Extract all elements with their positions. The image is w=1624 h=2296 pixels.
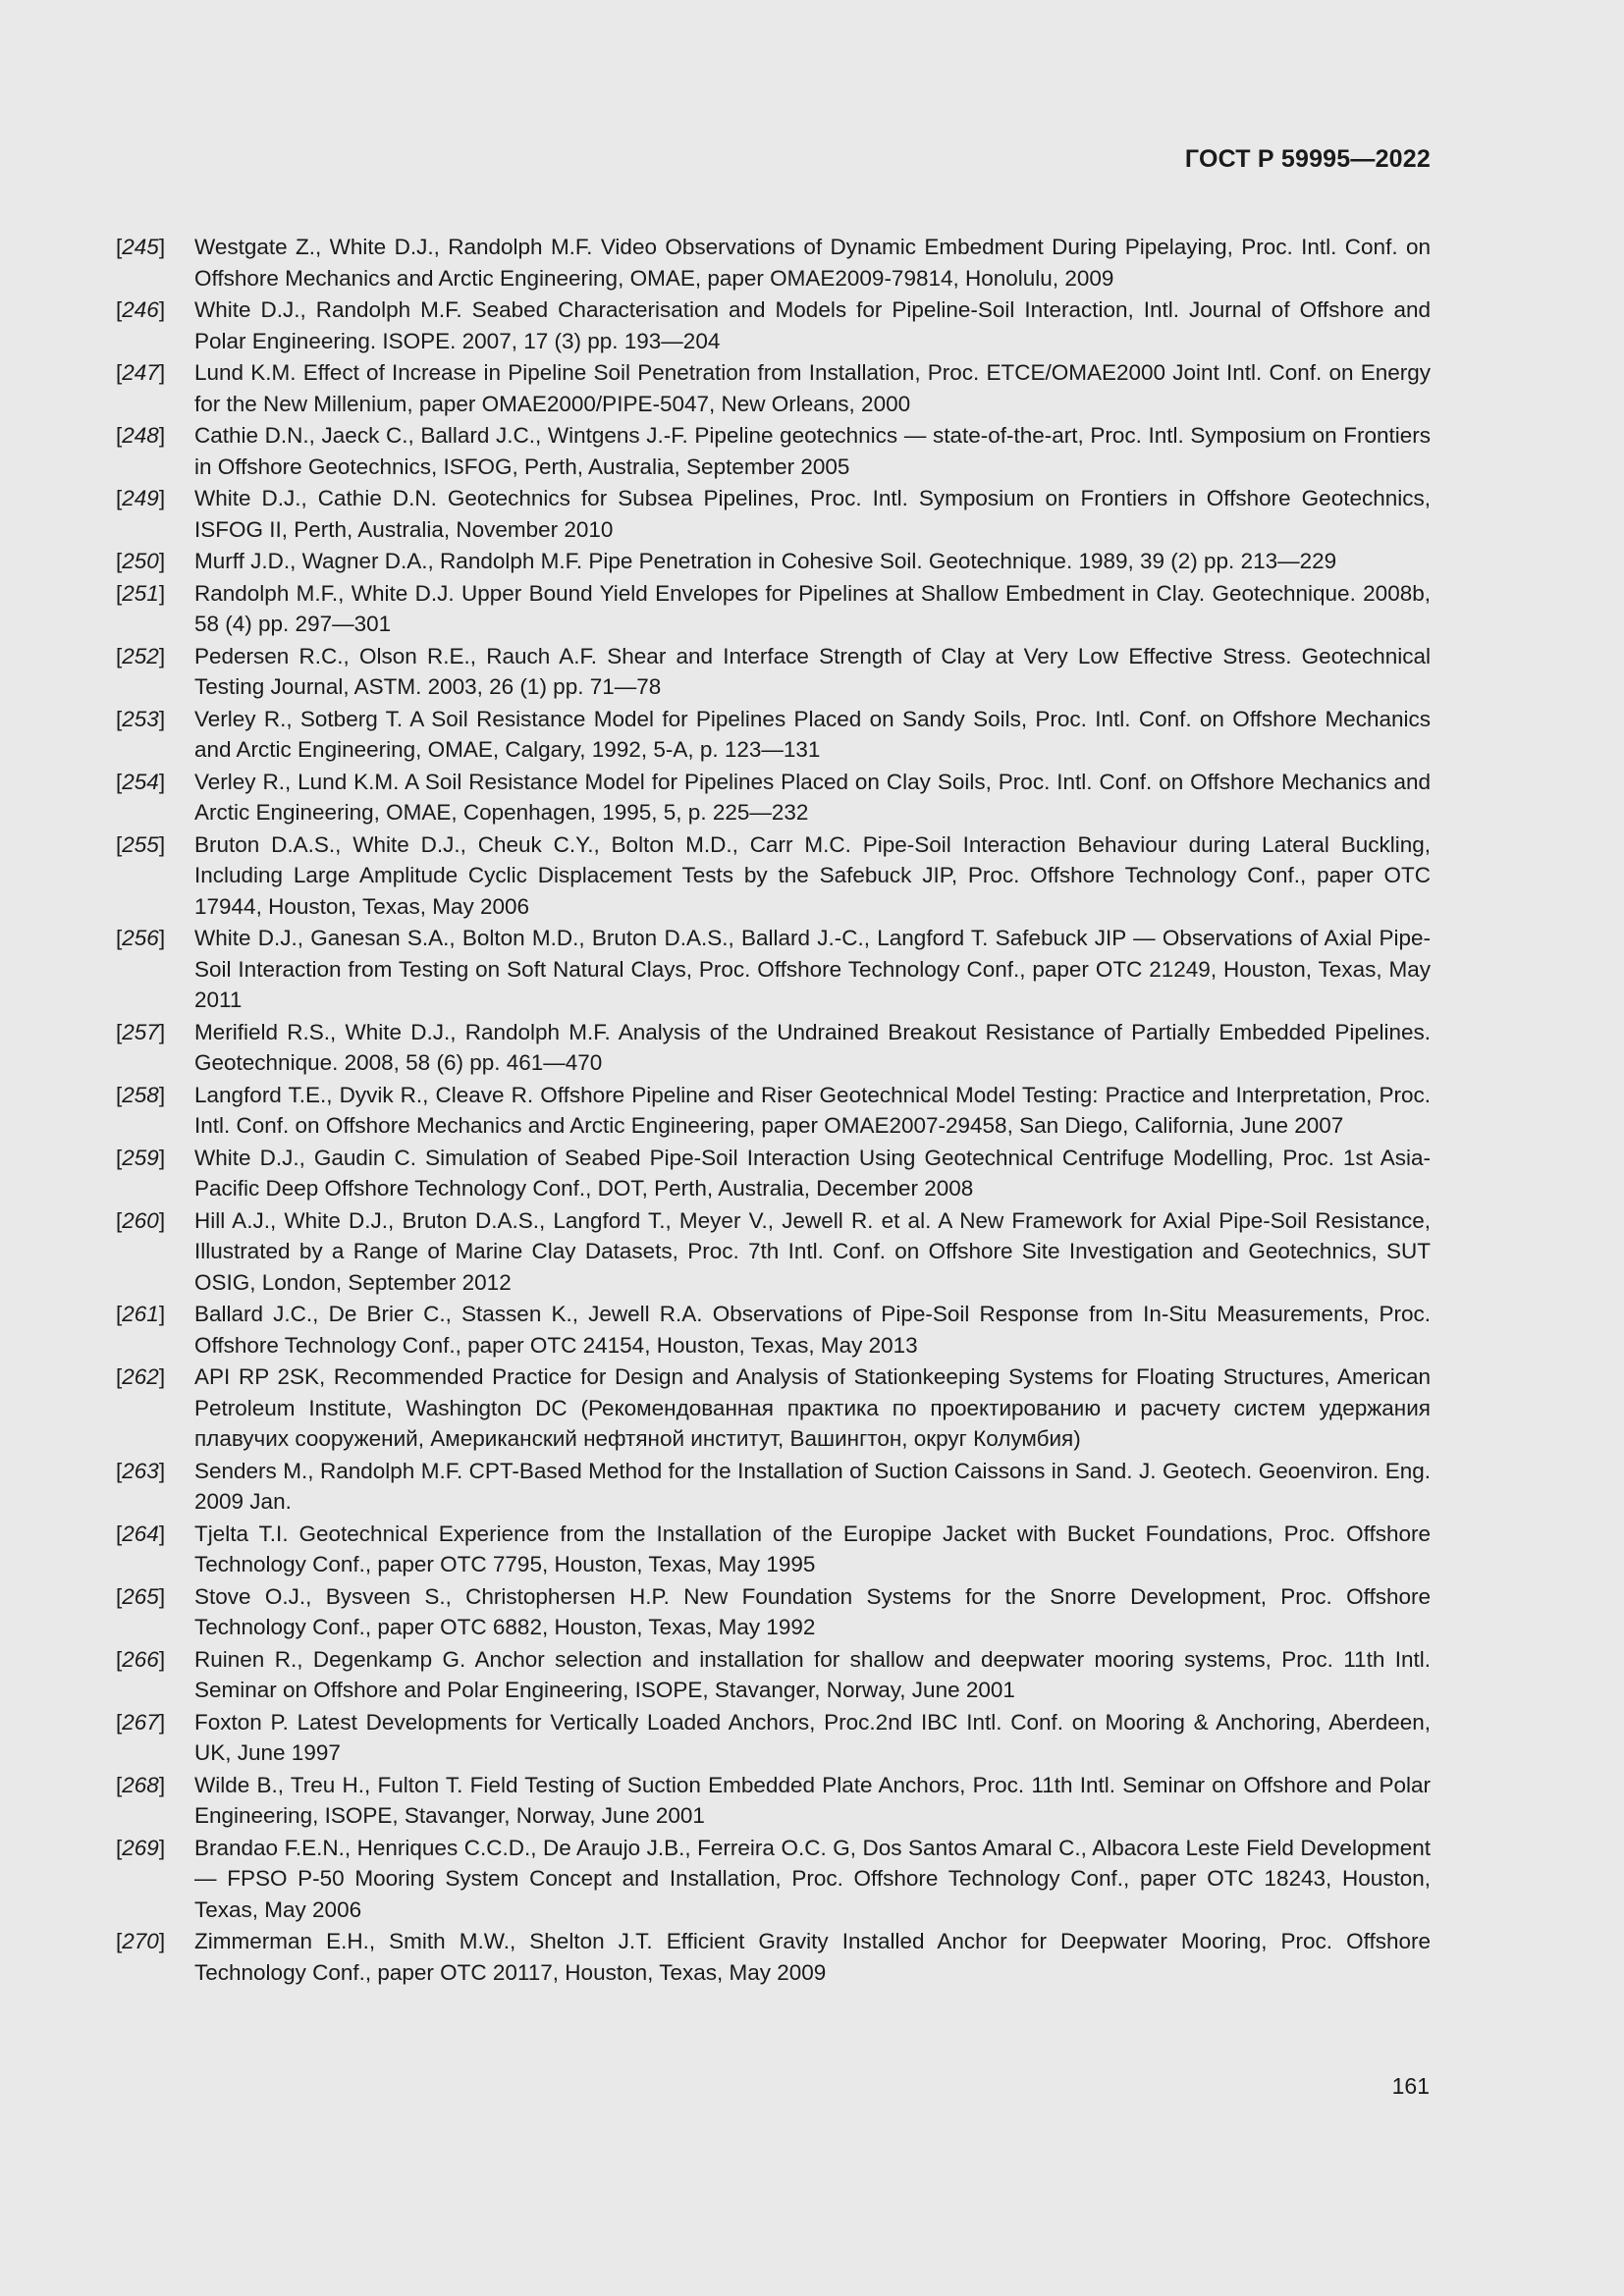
- reference-item: [116, 420, 1431, 482]
- reference-item: [116, 1456, 1431, 1518]
- reference-item: [116, 923, 1431, 1016]
- bibliography-list: [116, 232, 1431, 1989]
- reference-item: [116, 357, 1431, 419]
- reference-number: [260]: [116, 1207, 166, 1233]
- reference-text: Brandao F.E.N., Henriques C.C.D., De Araujo J.B., Ferreira O.C. G, Dos Santos Amaral C., Albacora Leste Field Development — FPSO P-50 Mooring System Concept and Installation, Proc. Offshore Technology Conf., paper OTC 18243, Houston, Texas, May 2006: [194, 1835, 1431, 1922]
- reference-number: [266]: [116, 1646, 166, 1672]
- reference-text: White D.J., Randolph M.F. Seabed Characterisation and Models for Pipeline-Soil Interaction, Intl. Journal of Offshore and Polar Engineering. ISOPE. 2007, 17 (3) pp. 193—204: [194, 297, 1431, 353]
- reference-number: [247]: [116, 360, 166, 385]
- reference-text: Ruinen R., Degenkamp G. Anchor selection and installation for shallow and deepwater mooring systems, Proc. 11th Intl. Seminar on Offshore and Polar Engineering, ISOPE, Stavanger, Norway, June 2001: [194, 1646, 1431, 1702]
- reference-item: [116, 1770, 1431, 1832]
- reference-text: API RP 2SK, Recommended Practice for Design and Analysis of Stationkeeping Systems for Floating Structures, American Petroleum Institute, Washington DC (Рекомендованная практика по проектированию и расчету систем удержания плавучих сооружений, Американский нефтяной институт, Вашингтон, округ Колумбия): [194, 1364, 1431, 1451]
- page-number: 161: [1391, 2073, 1430, 2099]
- reference-number: [248]: [116, 423, 166, 448]
- reference-number: [267]: [116, 1709, 166, 1735]
- reference-text: Westgate Z., White D.J., Randolph M.F. Video Observations of Dynamic Embedment During Pipelaying, Proc. Intl. Conf. on Offshore Mechanics and Arctic Engineering, OMAE, paper OMAE2009-79814, Honolulu, 2009: [194, 235, 1431, 291]
- reference-text: Tjelta T.I. Geotechnical Experience from the Installation of the Europipe Jacket with Bucket Foundations, Proc. Offshore Technology Conf., paper OTC 7795, Houston, Texas, May 1995: [194, 1521, 1431, 1576]
- document-standard-header: ГОСТ Р 59995—2022: [1184, 145, 1431, 173]
- reference-number: [270]: [116, 1929, 166, 1953]
- reference-number: [249]: [116, 486, 166, 510]
- reference-text: Ballard J.C., De Brier C., Stassen K., Jewell R.A. Observations of Pipe-Soil Response from In-Situ Measurements, Proc. Offshore Technology Conf., paper OTC 24154, Houston, Texas, May 2013: [194, 1302, 1431, 1358]
- reference-text: Senders M., Randolph M.F. CPT-Based Method for the Installation of Suction Caissons in Sand. J. Geotech. Geoenviron. Eng. 2009 Jan.: [194, 1458, 1431, 1514]
- reference-number: [256]: [116, 926, 166, 950]
- reference-item: [116, 1299, 1431, 1361]
- reference-text: Wilde B., Treu H., Fulton T. Field Testing of Suction Embedded Plate Anchors, Proc. 11th Intl. Seminar on Offshore and Polar Engineering, ISOPE, Stavanger, Norway, June 2001: [194, 1772, 1431, 1828]
- reference-item: [116, 1080, 1431, 1142]
- reference-number: [253]: [116, 706, 166, 731]
- reference-text: Randolph M.F., White D.J. Upper Bound Yield Envelopes for Pipelines at Shallow Embedment in Clay. Geotechnique. 2008b, 58 (4) pp. 297—301: [194, 580, 1431, 636]
- reference-text: Merifield R.S., White D.J., Randolph M.F. Analysis of the Undrained Breakout Resistance of Partially Embedded Pipelines. Geotechnique. 2008, 58 (6) pp. 461—470: [194, 1019, 1431, 1075]
- reference-number: [250]: [116, 549, 166, 573]
- reference-text: Langford T.E., Dyvik R., Cleave R. Offshore Pipeline and Riser Geotechnical Model Testing: Practice and Interpretation, Proc. Intl. Conf. on Offshore Mechanics and Arctic Engineering, paper OMAE2007-29458, San Diego, California, June 2007: [194, 1082, 1431, 1138]
- reference-item: [116, 704, 1431, 766]
- reference-number: [259]: [116, 1145, 166, 1170]
- reference-text: White D.J., Gaudin C. Simulation of Seabed Pipe-Soil Interaction Using Geotechnical Centrifuge Modelling, Proc. 1st Asia-Pacific Deep Offshore Technology Conf., DOT, Perth, Australia, December 2008: [194, 1145, 1431, 1201]
- reference-number: [254]: [116, 769, 166, 794]
- reference-number: [263]: [116, 1458, 166, 1483]
- reference-text: Bruton D.A.S., White D.J., Cheuk C.Y., Bolton M.D., Carr M.C. Pipe-Soil Interaction Behaviour during Lateral Buckling, Including Large Amplitude Cyclic Displacement Tests by the Safebuck JIP, Proc. Offshore Technology Conf., paper OTC 17944, Houston, Texas, May 2006: [194, 831, 1431, 919]
- reference-item: [116, 1926, 1431, 1988]
- reference-item: [116, 232, 1431, 294]
- reference-number: [258]: [116, 1082, 166, 1107]
- reference-number: [245]: [116, 235, 166, 259]
- reference-number: [261]: [116, 1302, 166, 1326]
- reference-text: Verley R., Sotberg T. A Soil Resistance Model for Pipelines Placed on Sandy Soils, Proc. Intl. Conf. on Offshore Mechanics and Arctic Engineering, OMAE, Calgary, 1992, 5-A, p. 123—131: [194, 706, 1431, 762]
- reference-item: [116, 829, 1431, 923]
- reference-item: [116, 1362, 1431, 1455]
- reference-item: [116, 641, 1431, 703]
- reference-item: [116, 1519, 1431, 1580]
- reference-item: [116, 1707, 1431, 1769]
- reference-item: [116, 1017, 1431, 1079]
- reference-text: Stove O.J., Bysveen S., Christophersen H.P. New Foundation Systems for the Snorre Development, Proc. Offshore Technology Conf., paper OTC 6882, Houston, Texas, May 1992: [194, 1583, 1431, 1639]
- reference-item: [116, 767, 1431, 828]
- reference-text: Verley R., Lund K.M. A Soil Resistance Model for Pipelines Placed on Clay Soils, Proc. Intl. Conf. on Offshore Mechanics and Arctic Engineering, OMAE, Copenhagen, 1995, 5, p. 225—232: [194, 769, 1431, 825]
- reference-text: Zimmerman E.H., Smith M.W., Shelton J.T. Efficient Gravity Installed Anchor for Deepwater Mooring, Proc. Offshore Technology Conf., paper OTC 20117, Houston, Texas, May 2009: [194, 1929, 1431, 1985]
- reference-text: Murff J.D., Wagner D.A., Randolph M.F. Pipe Penetration in Cohesive Soil. Geotechnique. 1989, 39 (2) pp. 213—229: [194, 549, 1337, 573]
- reference-text: Cathie D.N., Jaeck C., Ballard J.C., Wintgens J.-F. Pipeline geotechnics — state-of-the-art, Proc. Intl. Symposium on Frontiers in Offshore Geotechnics, ISFOG, Perth, Australia, September 2005: [194, 423, 1431, 479]
- reference-number: [255]: [116, 831, 166, 857]
- reference-text: White D.J., Cathie D.N. Geotechnics for Subsea Pipelines, Proc. Intl. Symposium on Frontiers in Offshore Geotechnics, ISFOG II, Perth, Australia, November 2010: [194, 486, 1431, 542]
- reference-item: [116, 294, 1431, 356]
- reference-text: Lund K.M. Effect of Increase in Pipeline Soil Penetration from Installation, Proc. ETCE/OMAE2000 Joint Intl. Conf. on Energy for the New Millenium, paper OMAE2000/PIPE-5047, New Orleans, 2000: [194, 360, 1431, 416]
- reference-number: [264]: [116, 1521, 166, 1546]
- reference-text: Foxton P. Latest Developments for Vertically Loaded Anchors, Proc.2nd IBC Intl. Conf. on Mooring & Anchoring, Aberdeen, UK, June 1997: [194, 1709, 1431, 1765]
- reference-item: [116, 1143, 1431, 1204]
- reference-number: [262]: [116, 1364, 166, 1389]
- reference-item: [116, 546, 1431, 577]
- reference-text: Pedersen R.C., Olson R.E., Rauch A.F. Shear and Interface Strength of Clay at Very Low Effective Stress. Geotechnical Testing Journal, ASTM. 2003, 26 (1) pp. 71—78: [194, 643, 1431, 699]
- reference-item: [116, 1644, 1431, 1706]
- reference-item: [116, 1205, 1431, 1299]
- reference-number: [252]: [116, 643, 166, 668]
- reference-number: [251]: [116, 580, 166, 606]
- reference-item: [116, 1581, 1431, 1643]
- reference-number: [257]: [116, 1019, 166, 1044]
- reference-item: [116, 578, 1431, 640]
- reference-number: [269]: [116, 1835, 166, 1860]
- reference-item: [116, 1833, 1431, 1926]
- reference-number: [246]: [116, 297, 166, 322]
- reference-text: White D.J., Ganesan S.A., Bolton M.D., Bruton D.A.S., Ballard J.-C., Langford T. Safebuck JIP — Observations of Axial Pipe-Soil Interaction from Testing on Soft Natural Clays, Proc. Offshore Technology Conf., paper OTC 21249, Houston, Texas, May 2011: [194, 926, 1431, 1012]
- reference-number: [268]: [116, 1772, 166, 1797]
- reference-item: [116, 483, 1431, 545]
- reference-text: Hill A.J., White D.J., Bruton D.A.S., Langford T., Meyer V., Jewell R. et al. A New Framework for Axial Pipe-Soil Resistance, Illustrated by a Range of Marine Clay Datasets, Proc. 7th Intl. Conf. on Offshore Site Investigation and Geotechnics, SUT OSIG, London, September 2012: [194, 1207, 1431, 1295]
- reference-number: [265]: [116, 1583, 166, 1609]
